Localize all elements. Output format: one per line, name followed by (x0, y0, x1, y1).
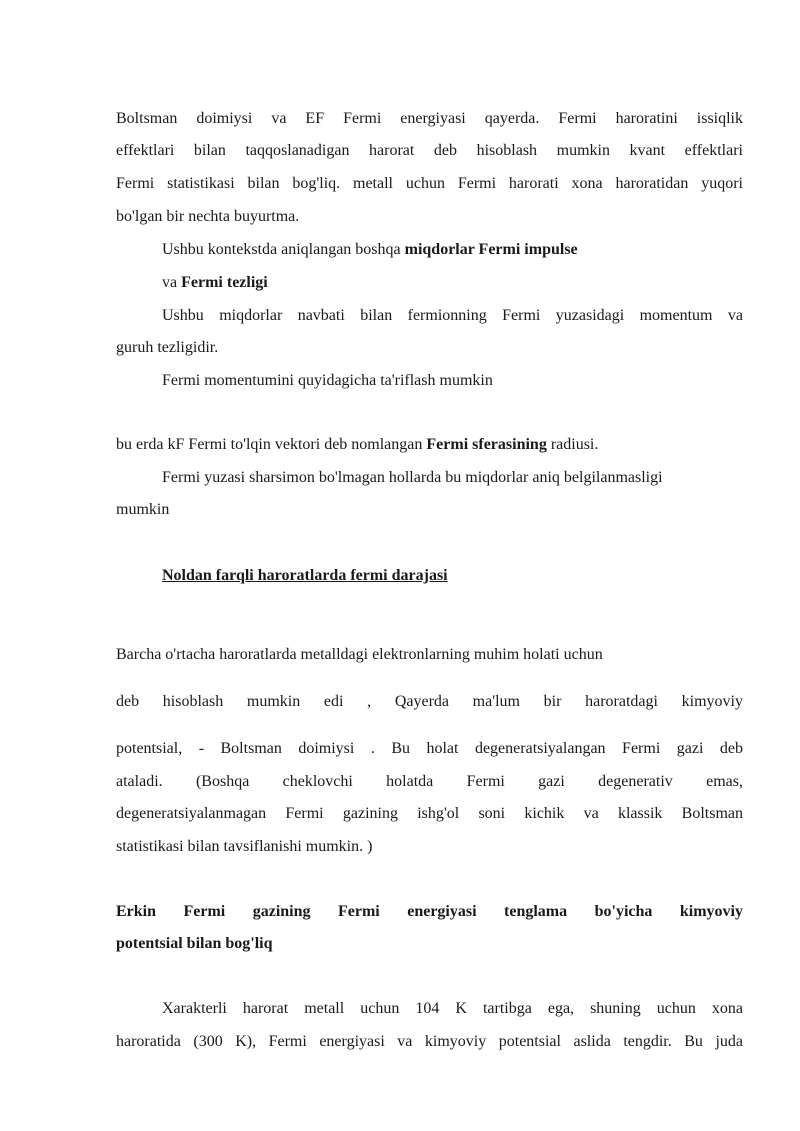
paragraph-line: Boltsman doimiysi va EF Fermi energiyasi qayerda. Fermi haroratini issiqlik (116, 110, 743, 127)
paragraph-line: Fermi yuzasi sharsimon bo'lmagan hollarda bu miqdorlar aniq belgilanmasligi (162, 469, 663, 486)
paragraph-line: deb hisoblash mumkin edi , Qayerda ma'lum bir haroratdagi kimyoviy (116, 693, 743, 710)
text-span: bu erda kF Fermi to'lqin vektori deb nomlangan (116, 436, 427, 453)
paragraph-line: degeneratsiyalanmagan Fermi gazining ishg'ol soni kichik va klassik Boltsman (116, 805, 743, 822)
bold-term: Fermi tezligi (181, 274, 268, 291)
paragraph-line: haroratida (300 K), Fermi energiyasi va kimyoviy potentsial aslida tengdir. Bu juda (116, 1033, 743, 1050)
document-page (116, 0, 743, 1131)
section-heading: potentsial bilan bog'liq (116, 935, 273, 952)
paragraph-line: Ushbu miqdorlar navbati bilan fermionning Fermi yuzasidagi momentum va (162, 307, 743, 324)
section-heading: Erkin Fermi gazining Fermi energiyasi tenglama bo'yicha kimyoviy (116, 903, 743, 920)
paragraph-line: ataladi. (Boshqa cheklovchi holatda Fermi gazi degenerativ emas, (116, 773, 743, 790)
paragraph-line: potentsial, - Boltsman doimiysi . Bu holat degeneratsiyalangan Fermi gazi deb (116, 740, 743, 757)
text-span: va (162, 274, 182, 291)
paragraph-line: guruh tezligidir. (116, 339, 219, 356)
paragraph-line (162, 240, 743, 260)
bold-term: Fermi sferasining (426, 436, 547, 453)
paragraph-line: bo'lgan bir nechta buyurtma. (116, 208, 300, 225)
paragraph-line: Fermi momentumini quyidagicha ta'riflash mumkin (162, 372, 493, 389)
paragraph-line: Fermi statistikasi bilan bog'liq. metall uchun Fermi harorati xona haroratidan yuqori (116, 175, 743, 192)
paragraph-line (162, 273, 743, 293)
text-span: radiusi. (546, 436, 599, 453)
paragraph-line: mumkin (116, 501, 170, 518)
heading-text: Noldan farqli haroratlarda fermi darajasi (162, 567, 448, 584)
paragraph-line: effektlari bilan taqqoslanadigan harorat deb hisoblash mumkin kvant effektlari (116, 142, 743, 159)
section-heading (162, 566, 743, 586)
paragraph-line (116, 435, 743, 455)
bold-term: miqdorlar Fermi impulse (404, 241, 578, 258)
paragraph-line: Barcha o'rtacha haroratlarda metalldagi elektronlarning muhim holati uchun (116, 646, 603, 663)
text-span: Ushbu kontekstda aniqlangan boshqa (162, 241, 405, 258)
paragraph-line: Xarakterli harorat metall uchun 104 K tartibga ega, shuning uchun xona (162, 1000, 743, 1017)
paragraph-line: statistikasi bilan tavsiflanishi mumkin. ) (116, 838, 373, 855)
